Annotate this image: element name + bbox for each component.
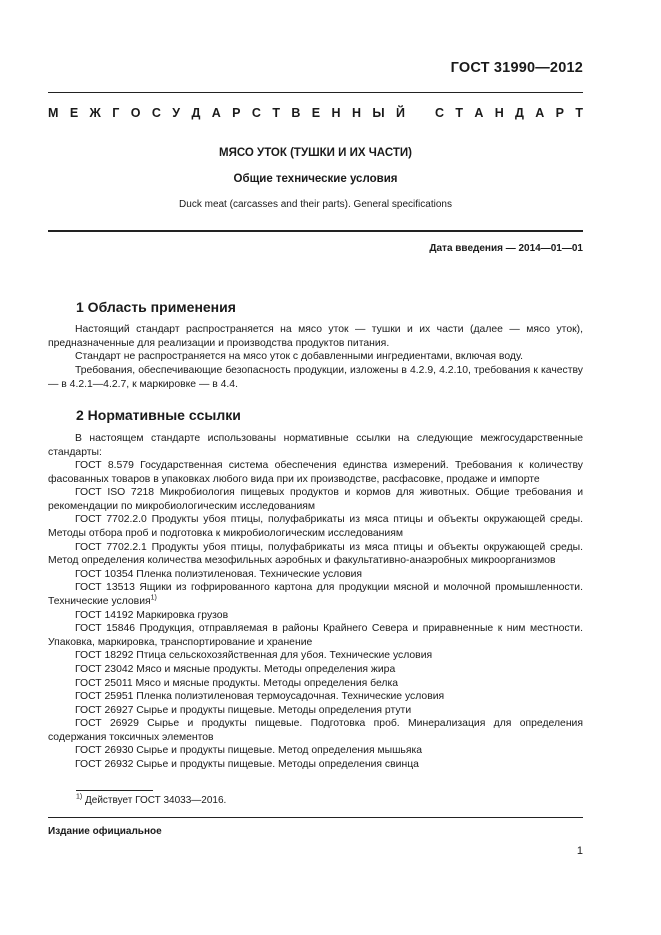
banner-letter: Е	[311, 106, 321, 120]
reference-item: ГОСТ 14192 Маркировка грузов	[75, 609, 229, 621]
banner-letter: Р	[232, 106, 241, 120]
reference-item: ГОСТ 15846 Продукция, отправляемая в районы Крайнего Севера и приравненные к ним местности. Упаковка, маркировка, транспортирование и хранение	[48, 623, 583, 648]
introduction-date: Дата введения — 2014—01—01	[429, 243, 583, 254]
banner-word-standard	[435, 106, 583, 120]
banner-letter: Т	[455, 106, 463, 120]
footer-rule	[48, 817, 583, 818]
banner-letter: Й	[396, 106, 405, 120]
footnote-mark: 1)	[150, 594, 157, 602]
reference-item: ГОСТ 26927 Сырье и продукты пищевые. Методы определения ртути	[75, 704, 412, 716]
banner-letter: У	[172, 106, 181, 120]
footnote	[76, 795, 226, 806]
banner-letter: Н	[331, 106, 341, 120]
banner-letter: О	[130, 106, 141, 120]
reference-item: ГОСТ 26930 Сырье и продукты пищевые. Метод определения мышьяка	[75, 745, 423, 757]
banner-letter: С	[151, 106, 161, 120]
reference-item: ГОСТ 7702.2.1 Продукты убоя птицы, полуфабрикаты из мяса птицы и объекты окружающей среды. Метод определения количества мезофильных аэробных и факультативно-анаэробных микроорганизмов	[48, 541, 583, 567]
banner-letter: А	[535, 106, 545, 120]
banner-letter: А	[474, 106, 484, 120]
reference-item: ГОСТ 26929 Сырье и продукты пищевые. Подготовка проб. Минерализация для определения содержания токсичных элементов	[48, 718, 583, 743]
reference-item-with-footnote	[48, 581, 583, 608]
banner-letter: В	[291, 106, 301, 120]
banner-letter: Г	[112, 106, 120, 120]
banner-letter: А	[211, 106, 221, 120]
section-2-title: 2 Нормативные ссылки	[76, 407, 241, 423]
banner-letter: Д	[191, 106, 201, 120]
banner-letter: Е	[69, 106, 79, 120]
banner-letter: С	[251, 106, 261, 120]
document-id: ГОСТ 31990—2012	[450, 60, 583, 76]
reference-item: ГОСТ 25951 Пленка полиэтиленовая термоусадочная. Технические условия	[75, 691, 445, 703]
reference-item: ГОСТ 18292 Птица сельскохозяйственная для убоя. Технические условия	[75, 650, 433, 662]
reference-item: ГОСТ 26932 Сырье и продукты пищевые. Методы определения свинца	[75, 759, 419, 771]
reference-item: ГОСТ 25011 Мясо и мясные продукты. Методы определения белка	[75, 677, 399, 689]
reference-item: ГОСТ 7702.2.0 Продукты убоя птицы, полуфабрикаты из мяса птицы и объекты окружающей среды. Методы отбора проб и подготовка к микробиологическим исследованиям	[48, 514, 583, 539]
section-1-paragraph: Настоящий стандарт распространяется на мясо уток — тушки и их части (далее — мясо уток), предназначенные для реализации и производства продуктов питания.	[48, 324, 583, 349]
section-1-title: 1 Область применения	[76, 299, 236, 315]
section-1-paragraph: Требования, обеспечивающие безопасность продукции, изложены в 4.2.9, 4.2.10, требования к качеству — в 4.2.1—4.2.7, к маркировке — в 4.4.	[48, 365, 583, 390]
official-edition-label: Издание официальное	[48, 826, 162, 837]
reference-item: ГОСТ 8.579 Государственная система обеспечения единства измерений. Требования к количеству фасованных товаров в упаковках любого вида при их производстве, расфасовке, продаже и импорте	[48, 460, 583, 485]
reference-item: ГОСТ 23042 Мясо и мясные продукты. Методы определения жира	[75, 663, 396, 675]
banner-letter: Ж	[89, 106, 101, 120]
standard-banner	[48, 106, 583, 120]
document-subtitle: Общие технические условия	[233, 173, 398, 185]
page-number: 1	[576, 845, 583, 857]
footnote-rule	[76, 790, 153, 791]
section-2-intro: В настоящем стандарте использованы нормативные ссылки на следующие межгосударственные стандарты:	[48, 433, 583, 458]
banner-letter: Ы	[372, 106, 385, 120]
footnote-number: 1)	[76, 793, 83, 801]
reference-item: ГОСТ ISO 7218 Микробиология пищевых продуктов и кормов для животных. Общие требования и рекомендации по микробиологическим исследованиям	[48, 487, 583, 512]
banner-letter: Т	[575, 106, 583, 120]
banner-letter: С	[435, 106, 445, 120]
banner-letter: Н	[351, 106, 361, 120]
section-1-paragraph: Стандарт не распространяется на мясо уток с добавленными ингредиентами, включая воду.	[75, 351, 523, 362]
banner-letter: Д	[515, 106, 524, 120]
footnote-text: Действует ГОСТ 34033—2016.	[85, 795, 227, 806]
banner-letter: Н	[494, 106, 504, 120]
header-rule	[48, 92, 583, 93]
banner-word-interstate	[48, 106, 405, 120]
banner-letter: М	[48, 106, 59, 120]
document-title: МЯСО УТОК (ТУШКИ И ИХ ЧАСТИ)	[219, 147, 412, 159]
normative-references-list	[48, 459, 583, 772]
reference-item: ГОСТ 10354 Пленка полиэтиленовая. Технические условия	[75, 568, 363, 580]
banner-letter: Р	[555, 106, 564, 120]
banner-letter: Т	[272, 106, 280, 120]
reference-text: ГОСТ 13513 Ящики из гофрированного картона для продукции мясной и молочной промышленности. Технические условия	[48, 582, 583, 607]
title-rule	[48, 230, 583, 232]
document-title-english: Duck meat (carcasses and their parts). General specifications	[179, 199, 452, 210]
